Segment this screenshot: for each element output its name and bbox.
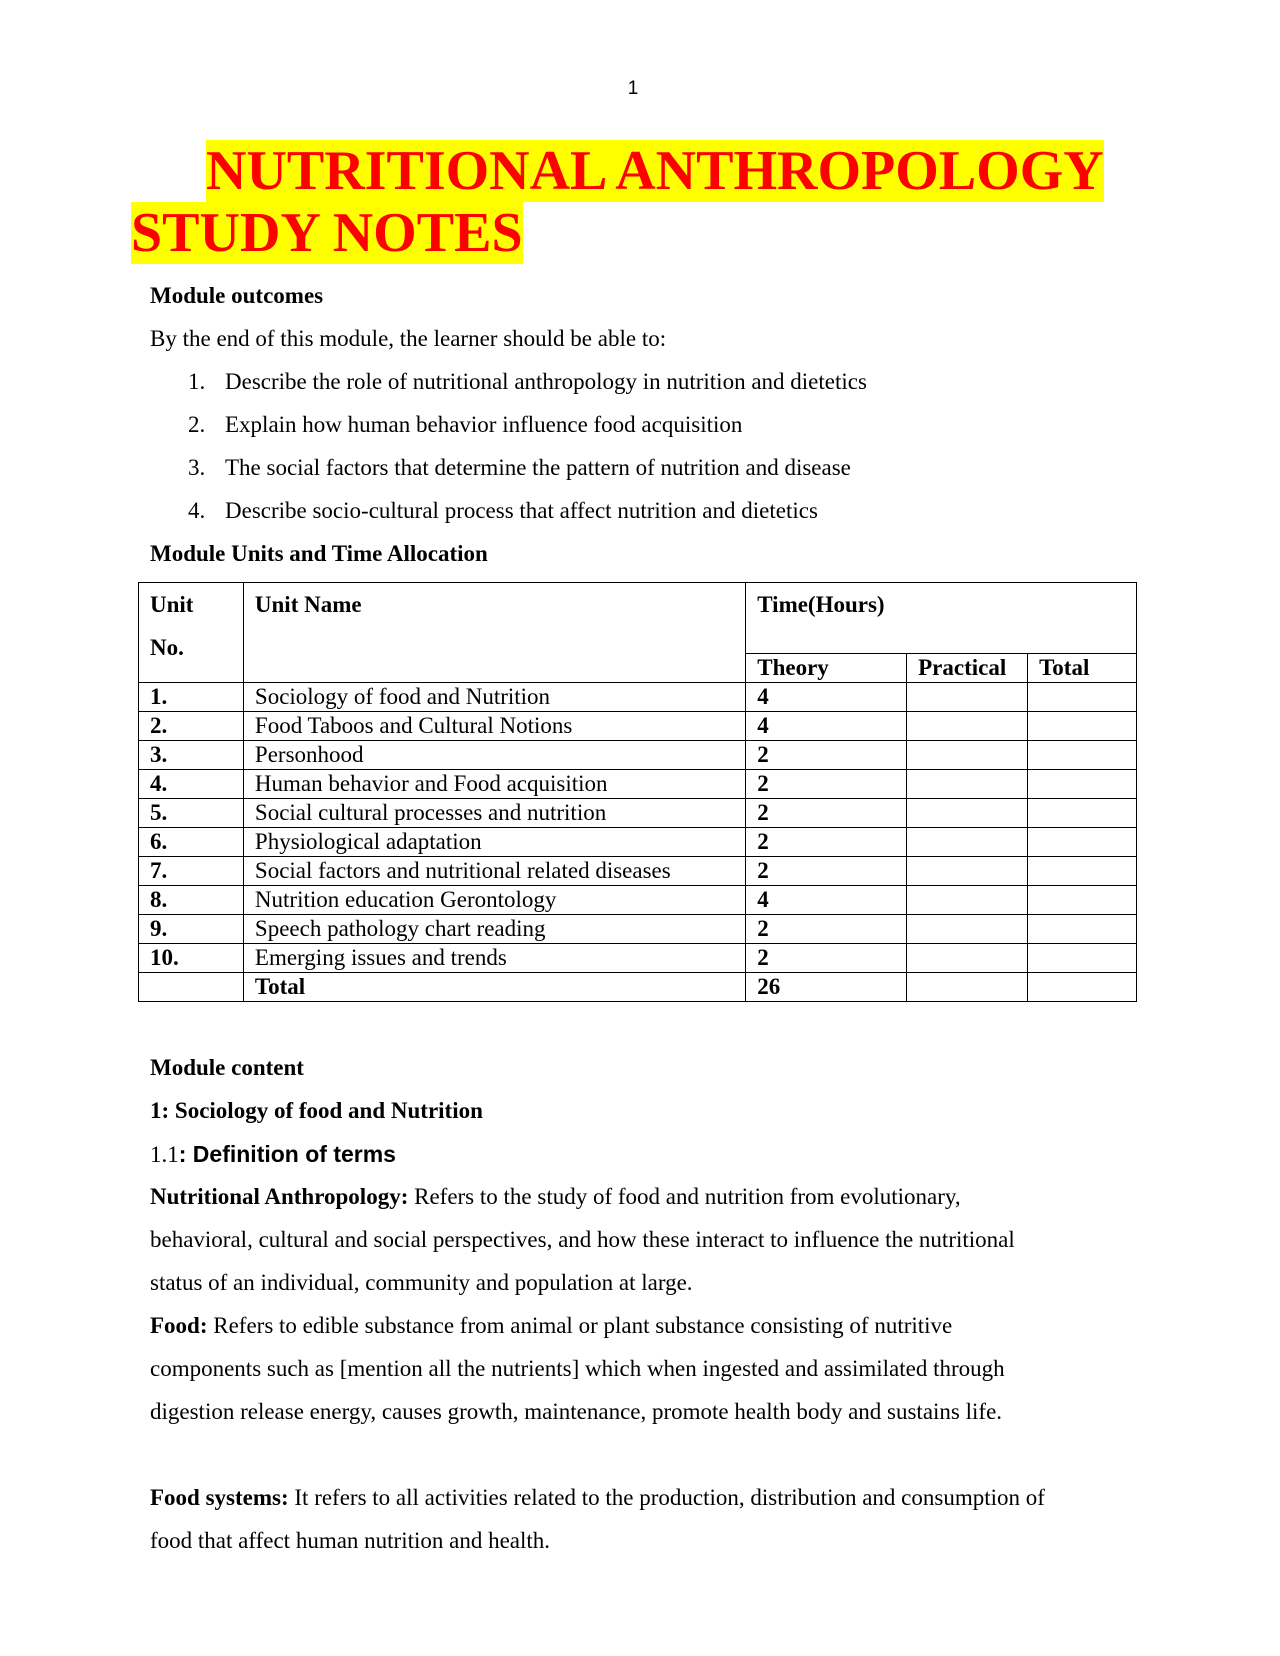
list-item: 4. Describe socio-cultural process that affect nutrition and dietetics <box>188 498 818 523</box>
table-row: 6. Physiological adaptation 2 <box>139 828 1137 857</box>
definition-food-systems: Food systems: It refers to all activities related to the production, distribution and consumption of food that affect human nutrition and health. <box>150 1485 1045 1553</box>
content-heading: Module content <box>150 1055 304 1080</box>
definition-nutritional-anthropology: Nutritional Anthropology: Refers to the study of food and nutrition from evolutionary, behavioral, cultural and social perspectives, and how these interact to influence the nutritional status of an individual, community and population at large. <box>150 1184 1015 1295</box>
units-heading: Module Units and Time Allocation <box>150 541 488 566</box>
table-row: 9. Speech pathology chart reading 2 <box>139 915 1137 944</box>
title-line-2: STUDY NOTES <box>131 202 523 264</box>
page-number: 1 <box>627 78 639 99</box>
units-table <box>138 582 1137 1002</box>
outcomes-list <box>150 364 1140 536</box>
header-time: Time(Hours) <box>746 583 1137 654</box>
definition-food: Food: Refers to edible substance from animal or plant substance consisting of nutritive components such as [mention all the nutrients] which when ingested and assimilated through digestion release energy, causes growth, maintenance, promote health body and sustains life. <box>150 1313 1005 1424</box>
list-item: 3. The social factors that determine the pattern of nutrition and disease <box>188 455 851 480</box>
header-total: Total <box>1028 654 1137 683</box>
table-row: 4. Human behavior and Food acquisition 2 <box>139 770 1137 799</box>
module-content <box>150 1050 1140 1566</box>
table-row: 2. Food Taboos and Cultural Notions 4 <box>139 712 1137 741</box>
header-theory: Theory <box>746 654 907 683</box>
table-row: 8. Nutrition education Gerontology 4 <box>139 886 1137 915</box>
outcomes-heading: Module outcomes <box>150 283 324 308</box>
table-total-row: Total 26 <box>139 973 1137 1002</box>
header-unit-no: Unit No. <box>139 583 244 683</box>
header-unit-name: Unit Name <box>243 583 745 683</box>
table-row: 3. Personhood 2 <box>139 741 1137 770</box>
subsection-heading: 1.1: Definition of terms <box>150 1141 396 1167</box>
title-line-1: NUTRITIONAL ANTHROPOLOGY <box>206 140 1104 202</box>
list-item: 1. Describe the role of nutritional anthropology in nutrition and dietetics <box>188 369 867 394</box>
table-row: 5. Social cultural processes and nutrition 2 <box>139 799 1137 828</box>
table-row: 7. Social factors and nutritional related diseases 2 <box>139 857 1137 886</box>
outcomes-intro: By the end of this module, the learner should be able to: <box>150 326 667 351</box>
section-heading: 1: Sociology of food and Nutrition <box>150 1098 483 1123</box>
list-item: 2. Explain how human behavior influence food acquisition <box>188 412 743 437</box>
header-practical: Practical <box>907 654 1028 683</box>
outcomes-section <box>150 278 1140 579</box>
table-row: 10. Emerging issues and trends 2 <box>139 944 1137 973</box>
table-row: 1. Sociology of food and Nutrition 4 <box>139 683 1137 712</box>
document-title <box>131 140 1131 264</box>
